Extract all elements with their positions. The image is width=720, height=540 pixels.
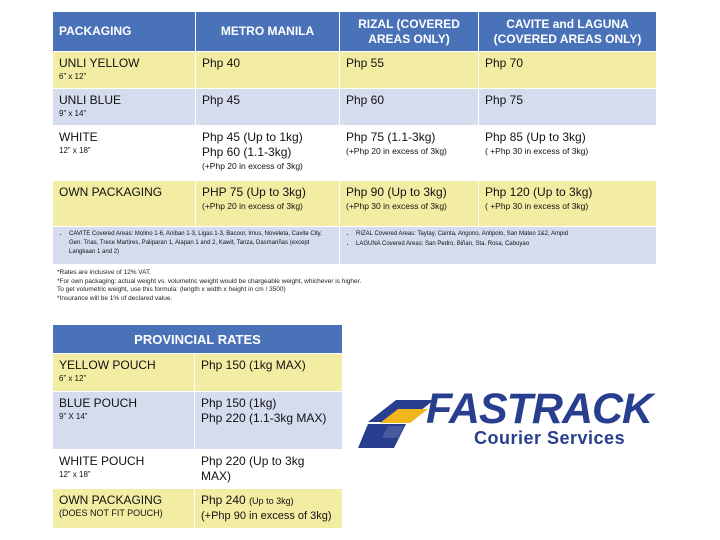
footnotes — [57, 269, 361, 303]
pouch-name: OWN PACKAGING — [59, 493, 163, 507]
price-cavite: Php 70 — [485, 56, 524, 70]
price-rizal-note: (+Php 20 in excess of 3kg) — [346, 146, 447, 156]
pouch-price: Php 220 (Up to 3kg — [201, 454, 305, 468]
price-cavite: Php 85 (Up to 3kg) — [485, 130, 586, 144]
provincial-rates-table — [52, 324, 343, 529]
price-metro-2: Php 60 (1.1-3kg) — [202, 145, 292, 159]
table-row — [53, 489, 343, 529]
price-rizal-note: (+Php 30 in excess of 3kg) — [346, 201, 447, 211]
laguna-covered-areas: • LAGUNA Covered Areas: San Pedro, Biñan, Sta. Rosa, Cabuyao — [356, 240, 650, 249]
pouch-size: 6” x 12” — [59, 374, 87, 383]
pouch-name: YELLOW POUCH — [59, 358, 156, 372]
price-cavite-note: ( +Php 30 in excess of 3kg) — [485, 146, 589, 156]
footnote: *For own packaging: actual weight vs. volumetric weight would be chargeable weight, whichever is higher. — [57, 277, 362, 285]
price-rizal: Php 75 (1.1-3kg) — [346, 130, 436, 144]
table-row — [53, 89, 657, 126]
pouch-price-qualifier: (Up to 3kg) — [249, 496, 294, 506]
header-cavite-laguna: CAVITE and LAGUNA (COVERED AREAS ONLY) — [479, 12, 657, 52]
packaging-size: 9” x 14” — [59, 109, 87, 118]
logo-wordmark: FASTRACK — [426, 385, 653, 433]
pouch-name: WHITE POUCH — [59, 454, 145, 468]
price-rizal: Php 60 — [346, 93, 385, 107]
cavite-covered-areas: • CAVITE Covered Areas: Molino 1-6, Aniban 1-3, Ligas 1-3, Bacoor, Imus, Noveleta, Cavite City, Gen. Trias, Trece Martires, Paliparan 1, Alapan 1 and 2, Kawit, Tanza, Dasmariñas (except Langkaan 1 and 2) — [69, 230, 333, 257]
pouch-size: 9” X 14” — [59, 412, 88, 421]
footnote: *Insurance will be 1% of declared value. — [57, 294, 173, 302]
footnote: *Rates are inclusive of 12% VAT. — [57, 269, 152, 276]
table-row — [53, 392, 343, 450]
table-row — [53, 181, 657, 227]
covered-areas-row — [53, 227, 657, 265]
price-metro: Php 40 — [202, 56, 241, 70]
pouch-price: Php 240 — [201, 493, 246, 507]
fastrack-logo — [358, 385, 708, 458]
table-row — [53, 450, 343, 489]
pouch-price: Php 150 (1kg MAX) — [201, 358, 306, 372]
table-header-row — [53, 12, 657, 52]
price-metro: Php 45 — [202, 93, 241, 107]
price-cavite: Php 120 (Up to 3kg) — [485, 185, 593, 199]
packaging-name: WHITE — [59, 130, 98, 144]
price-metro-note: (+Php 20 in excess of 3kg) — [202, 201, 303, 211]
pouch-price-2: MAX) — [201, 469, 231, 483]
metro-rates-table — [52, 11, 657, 265]
price-metro: Php 45 (Up to 1kg) — [202, 130, 303, 144]
provincial-title: PROVINCIAL RATES — [53, 325, 343, 354]
rizal-covered-areas: • RIZAL Covered Areas: Taytay, Cainta, Angono, Antipolo, San Mateo 1&2, Ampid — [356, 230, 650, 239]
price-rizal: Php 90 (Up to 3kg) — [346, 185, 447, 199]
logo-tagline: Courier Services — [474, 428, 626, 448]
price-metro-note: (+Php 20 in excess of 3kg) — [202, 161, 303, 171]
packaging-name: OWN PACKAGING — [59, 185, 163, 199]
header-packaging: PACKAGING — [53, 12, 196, 52]
pouch-price-2: (+Php 90 in excess of 3kg) — [201, 510, 332, 522]
price-rizal: Php 55 — [346, 56, 385, 70]
table-row — [53, 354, 343, 392]
table-row — [53, 52, 657, 89]
header-metro-manila: METRO MANILA — [196, 12, 340, 52]
pouch-size: (DOES NOT FIT POUCH) — [59, 508, 163, 518]
pouch-price: Php 150 (1kg) — [201, 396, 277, 410]
provincial-header-row — [53, 325, 343, 354]
packaging-name: UNLI YELLOW — [59, 56, 140, 70]
price-cavite-note: ( +Php 30 in excess of 3kg) — [485, 201, 589, 211]
price-metro: PHP 75 (Up to 3kg) — [202, 185, 306, 199]
pouch-size: 12” x 18” — [59, 470, 91, 479]
pouch-price-2: Php 220 (1.1-3kg MAX) — [201, 411, 327, 425]
footnote: To get volumetric weight, use this formula: (length x width x height in cm / 3500) — [57, 286, 286, 293]
packaging-size: 12” x 18” — [59, 146, 91, 155]
pouch-name: BLUE POUCH — [59, 396, 138, 410]
price-cavite: Php 75 — [485, 93, 524, 107]
packaging-size: 6” x 12” — [59, 72, 87, 81]
table-row — [53, 126, 657, 181]
packaging-name: UNLI BLUE — [59, 93, 122, 107]
header-rizal: RIZAL (COVERED AREAS ONLY) — [340, 12, 479, 52]
